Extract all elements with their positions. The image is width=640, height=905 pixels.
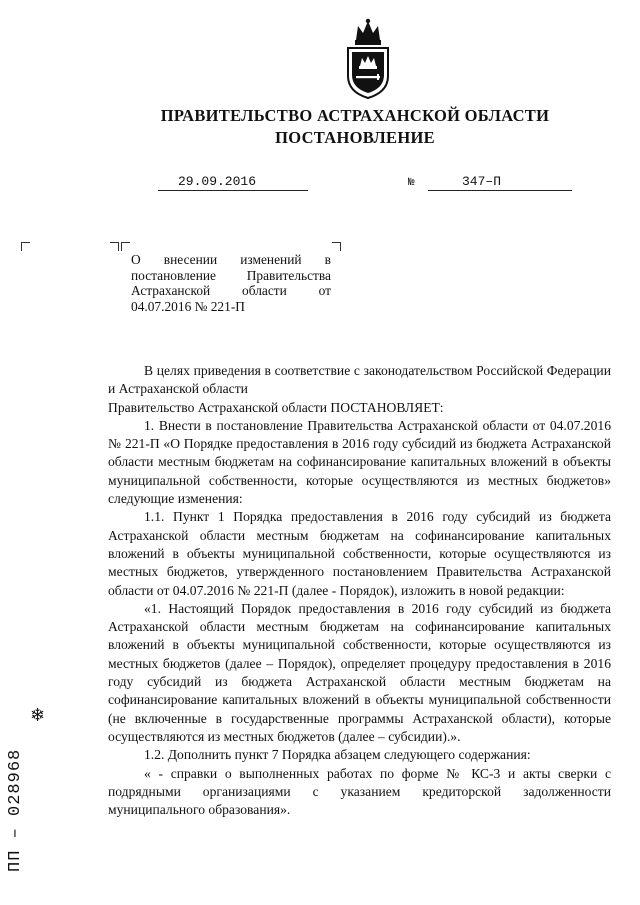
document-subject: О внесении изменений в постановление Правительства Астраханской области от 04.07.2016 № 221-П bbox=[131, 252, 331, 314]
corner-mark-subject-right bbox=[332, 242, 341, 251]
body-paragraph-2: Правительство Астраханской области ПОСТАНОВЛЯЕТ: bbox=[108, 399, 444, 415]
coat-of-arms-emblem bbox=[342, 18, 394, 100]
snowflake-mark-icon: ❄ bbox=[30, 705, 46, 725]
body-paragraph-1: В целях приведения в соответствие с законодательством Российской Федерации и Астраханской области bbox=[108, 363, 611, 397]
body-paragraph-3: 1. Внести в постановление Правительства Астраханской области от 04.07.2016 № 221-П «О Порядке предоставления в 2016 году субсидий из бюджета Астраханской области местным бюджетам на софинансирование капитальных вложений в объекты муниципальной собственности, которые осуществляются из местных бюджетов» следующие изменения: bbox=[108, 417, 611, 507]
corner-mark-subject-left-a bbox=[110, 242, 119, 251]
body-paragraph-6: 1.2. Дополнить пункт 7 Порядка абзацем следующего содержания: bbox=[144, 747, 531, 763]
corner-mark-subject-left-b bbox=[121, 242, 130, 251]
corner-mark-left bbox=[21, 242, 30, 251]
org-title: ПРАВИТЕЛЬСТВО АСТРАХАНСКОЙ ОБЛАСТИ bbox=[160, 106, 550, 125]
side-serial-number: ПП – 028968 bbox=[6, 748, 25, 872]
date-underline bbox=[158, 190, 308, 191]
number-sign: № bbox=[408, 177, 415, 189]
body-paragraph-4: 1.1. Пункт 1 Порядка предоставления в 2016 году субсидий из бюджета Астраханской области местным бюджетам на софинансирование капитальных вложений в объекты муниципальной собственности, которые осуществляются из местных бюджетов, утвержденного постановлением Правительства Астраханской области от 04.07.2016 № 221-П (далее - Порядок), изложить в новой редакции: bbox=[108, 509, 611, 598]
document-date: 29.09.2016 bbox=[178, 174, 257, 189]
body-paragraph-7: « - справки о выполненных работах по форме № КС-3 и акты сверки с подрядными организациями с указанием кредиторской задолженности муниципального образования». bbox=[108, 765, 611, 818]
document-number: 347–П bbox=[462, 174, 502, 189]
document-body bbox=[108, 362, 611, 819]
doc-type-title: ПОСТАНОВЛЕНИЕ bbox=[275, 128, 435, 147]
body-paragraph-5: «1. Настоящий Порядок предоставления в 2016 году субсидий из бюджета Астраханской области местным бюджетам на софинансирование капитальных вложений в объекты муниципальной собственности, которые осуществляются из местных бюджетов (далее – Порядок), определяет процедуру предоставления в 2016 году субсидий из бюджета Астраханской области местным бюджетам на софинансирование капитальных вложений в объекты муниципальной собственности (не включенные в государственные программы Астраханской области), которые осуществляются из местных бюджетов (далее – субсидии).». bbox=[108, 600, 611, 744]
number-underline bbox=[428, 190, 572, 191]
